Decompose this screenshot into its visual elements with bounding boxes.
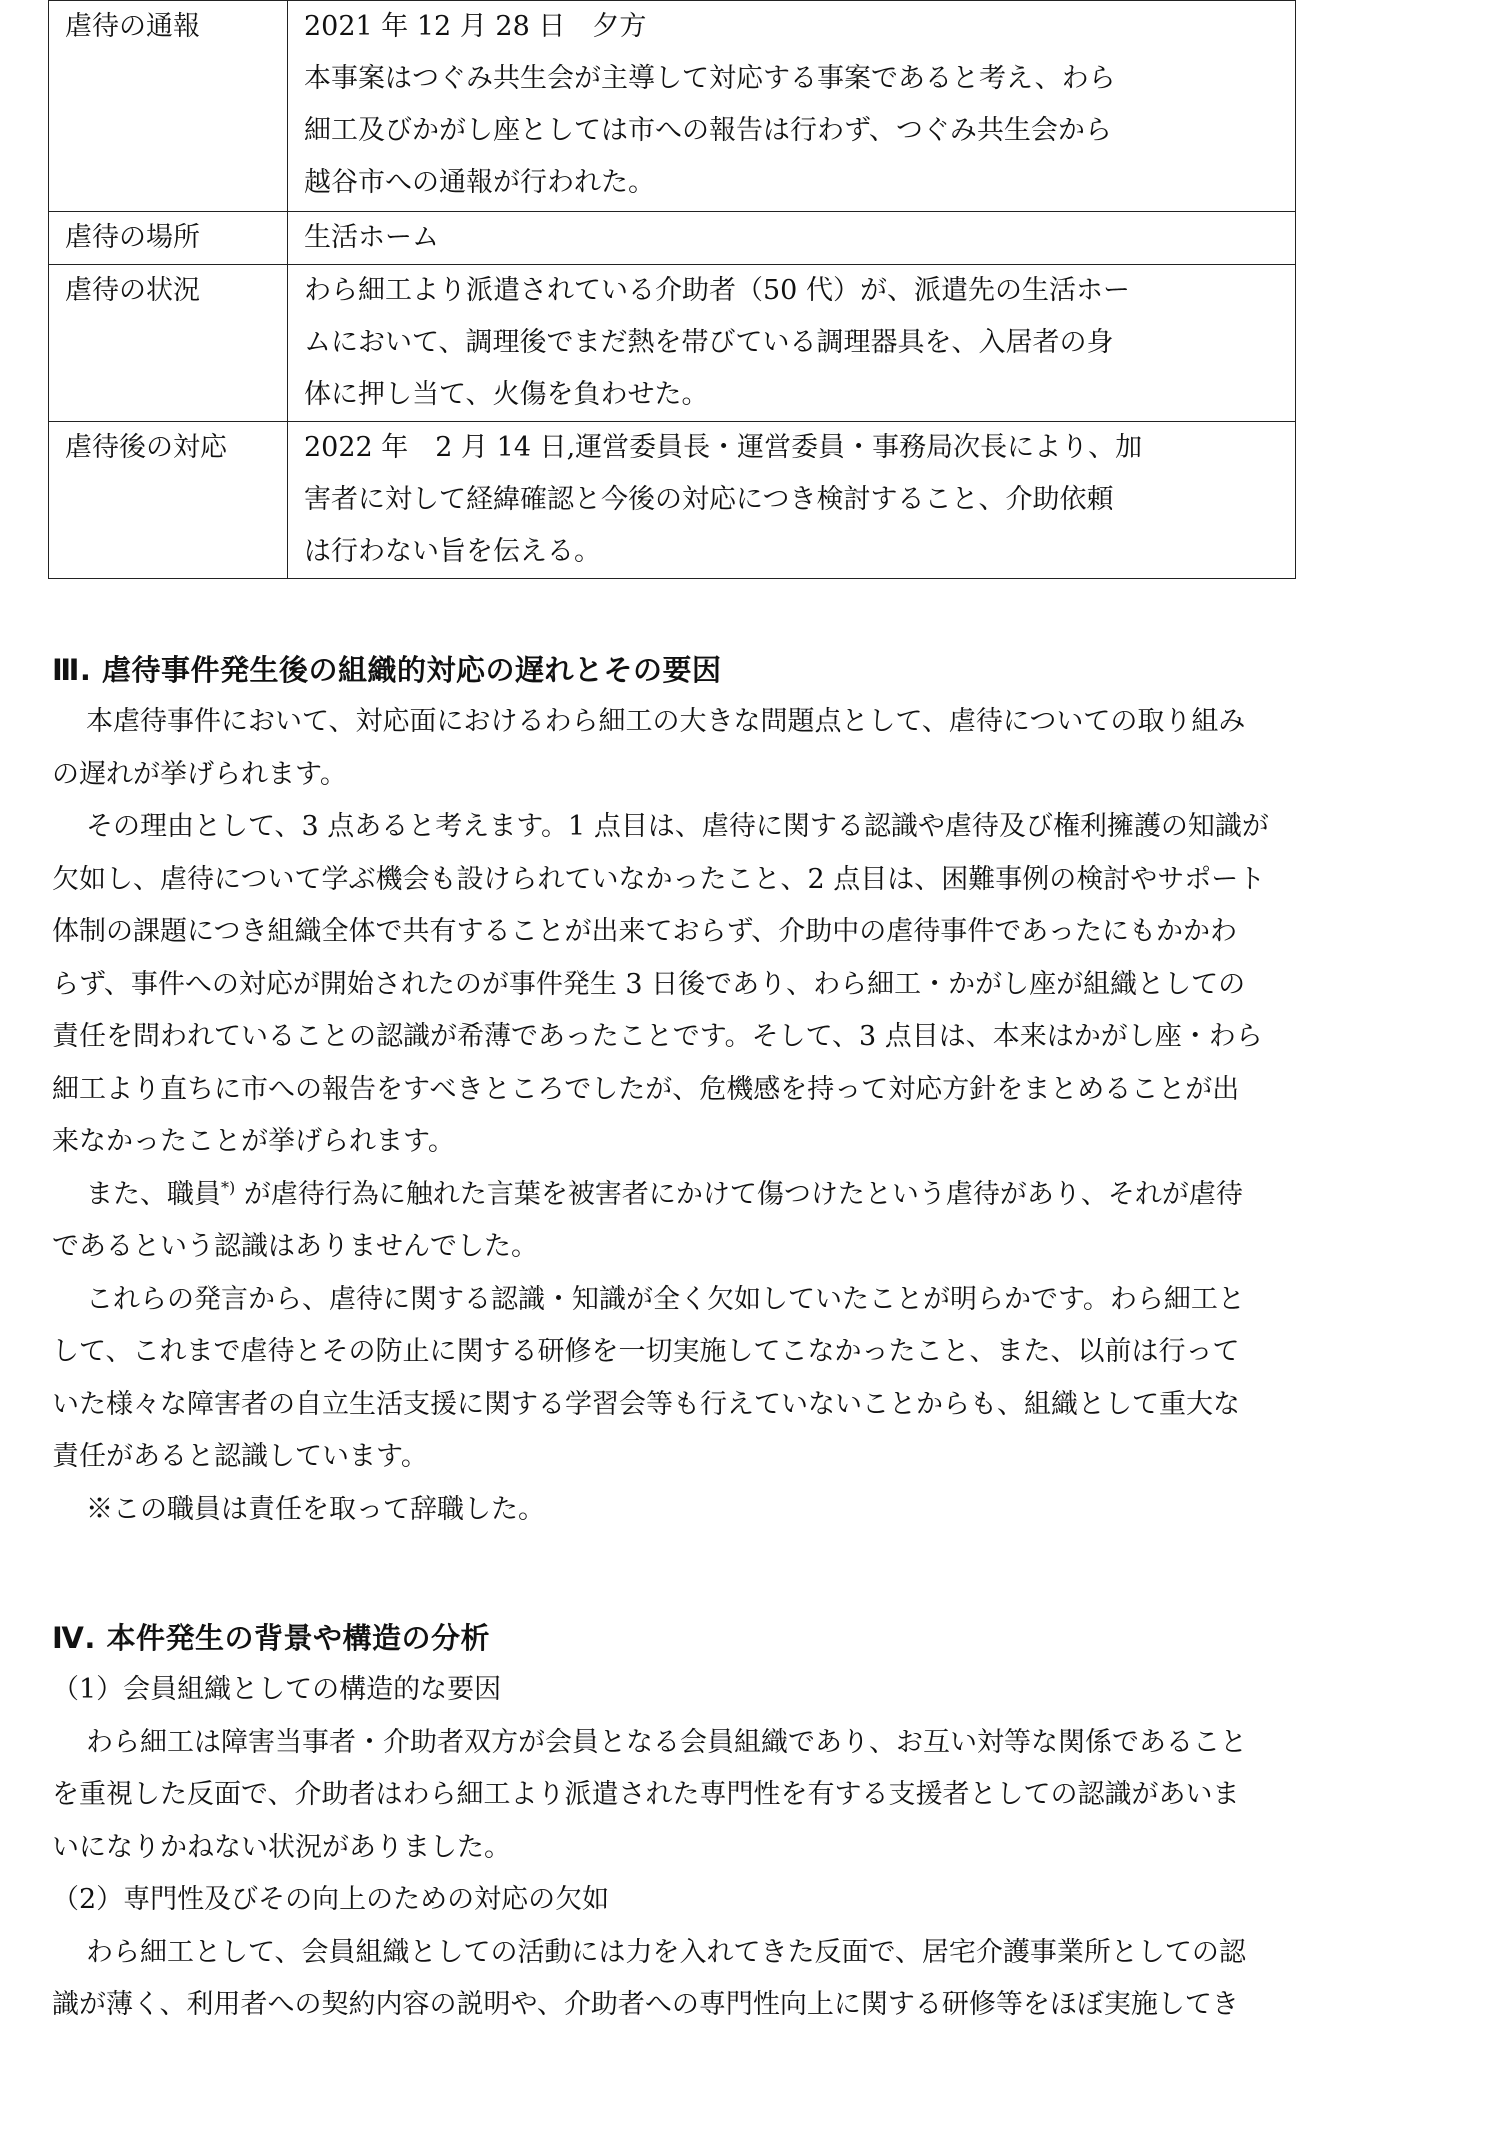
cell-line: わら細工より派遣されている介助者（50 代）が、派遣先の生活ホー <box>304 275 1130 306</box>
row-label: 虐待後の対応 <box>65 432 227 463</box>
text-line: 細工より直ちに市への報告をすべきところでしたが、危機感を持って対応方針をまとめることが出 <box>52 1073 1240 1105</box>
section-heading: Ⅳ. 本件発生の背景や構造の分析 <box>52 1621 490 1655</box>
subsection-heading: （1）会員組織としての構造的な要因 <box>52 1674 502 1705</box>
section-heading: Ⅲ. 虐待事件発生後の組織的対応の遅れとその要因 <box>52 653 722 687</box>
table-label-cell <box>49 212 288 265</box>
table-label-cell <box>49 265 288 422</box>
cell-line: 体に押し当て、火傷を負わせた。 <box>304 379 709 410</box>
paragraph <box>52 696 1492 801</box>
paragraph <box>52 801 1492 1169</box>
section-iii <box>52 644 1492 1536</box>
row-label: 虐待の通報 <box>65 11 200 42</box>
text-line: らず、事件への対応が開始されたのが事件発生 3 日後であり、わら細工・かがし座が組織としての <box>52 968 1246 1000</box>
text-line: わら細工として、会員組織としての活動には力を入れてきた反面で、居宅介護事業所としての認 <box>86 1936 1246 1968</box>
cell-line: ムにおいて、調理後でまだ熱を帯びている調理器具を、入居者の身 <box>304 327 1114 358</box>
table-row <box>49 422 1296 579</box>
table-value-cell <box>288 212 1296 265</box>
subsection-heading: （2）専門性及びその向上のための対応の欠如 <box>52 1884 610 1915</box>
text-line: 識が薄く、利用者への契約内容の説明や、介助者への専門性向上に関する研修等をほぼ実施してき <box>52 1989 1239 2020</box>
text-fragment: が虐待行為に触れた言葉を被害者にかけて傷つけたという虐待があり、それが虐待 <box>235 1178 1243 1210</box>
text-line: ※この職員は責任を取って辞職した。 <box>86 1493 545 1525</box>
footnote-mark: *) <box>221 1177 236 1197</box>
text-line: 責任を問われていることの認識が希薄であったことです。そして、3 点目は、本来はかがし座・わら <box>52 1021 1263 1052</box>
table-value-cell <box>288 1 1296 212</box>
text-line: 来なかったことが挙げられます。 <box>52 1126 455 1157</box>
cell-line: 本事案はつぐみ共生会が主導して対応する事案であると考え、わら <box>304 63 1116 94</box>
text-line: して、これまで虐待とその防止に関する研修を一切実施してこなかったこと、また、以前は行って <box>52 1336 1240 1367</box>
note <box>52 1484 1492 1537</box>
text-line <box>52 1169 1492 1222</box>
paragraph <box>52 1274 1492 1484</box>
text-line: いた様々な障害者の自立生活支援に関する学習会等も行えていないことからも、組織として重大な <box>52 1388 1240 1420</box>
incident-info-table <box>48 0 1296 579</box>
cell-line: 害者に対して経緯確認と今後の対応につき検討すること、介助依頼 <box>304 484 1114 515</box>
text-line: を重視した反面で、介助者はわら細工より派遣された専門性を有する支援者としての認識があいま <box>52 1779 1240 1810</box>
paragraph <box>52 1169 1492 1274</box>
section-iv <box>52 1612 1492 2032</box>
paragraph <box>52 1927 1492 2032</box>
cell-line: 越谷市への通報が行われた。 <box>304 167 655 198</box>
table-value-cell <box>288 422 1296 579</box>
cell-line: は行わない旨を伝える。 <box>304 536 601 567</box>
table-row <box>49 265 1296 422</box>
table-row <box>49 1 1296 212</box>
text-line: 体制の課題につき組織全体で共有することが出来ておらず、介助中の虐待事件であったにもかかわ <box>52 916 1238 947</box>
paragraph <box>52 1717 1492 1875</box>
text-line: その理由として、3 点あると考えます。1 点目は、虐待に関する認識や虐待及び権利擁護の知識が <box>86 811 1269 842</box>
text-line: 責任があると認識しています。 <box>52 1441 428 1472</box>
table-label-cell <box>49 422 288 579</box>
cell-line: 2022 年 2 月 14 日,運営委員長・運営委員・事務局次長により、加 <box>304 432 1143 463</box>
text-fragment: また、職員 <box>86 1178 221 1210</box>
text-line: 本虐待事件において、対応面におけるわら細工の大きな問題点として、虐待についての取り組み <box>86 706 1246 737</box>
text-line: これらの発言から、虐待に関する認識・知識が全く欠如していたことが明らかです。わら細工と <box>86 1283 1245 1315</box>
cell-line: 生活ホーム <box>304 222 439 253</box>
row-label: 虐待の状況 <box>65 275 200 306</box>
text-line: 欠如し、虐待について学ぶ機会も設けられていなかったこと、2 点目は、困難事例の検討やサポート <box>52 863 1266 895</box>
text-line: わら細工は障害当事者・介助者双方が会員となる会員組織であり、お互い対等な関係であること <box>86 1726 1247 1758</box>
text-line: いになりかねない状況がありました。 <box>52 1831 511 1863</box>
table-label-cell <box>49 1 288 212</box>
table-row <box>49 212 1296 265</box>
cell-line: 2021 年 12 月 28 日 夕方 <box>304 11 647 42</box>
cell-line: 細工及びかがし座としては市への報告は行わず、つぐみ共生会から <box>304 115 1112 146</box>
text-line: の遅れが挙げられます。 <box>52 758 347 790</box>
row-label: 虐待の場所 <box>65 222 200 253</box>
table-value-cell <box>288 265 1296 422</box>
text-line: であるという認識はありませんでした。 <box>52 1231 538 1262</box>
